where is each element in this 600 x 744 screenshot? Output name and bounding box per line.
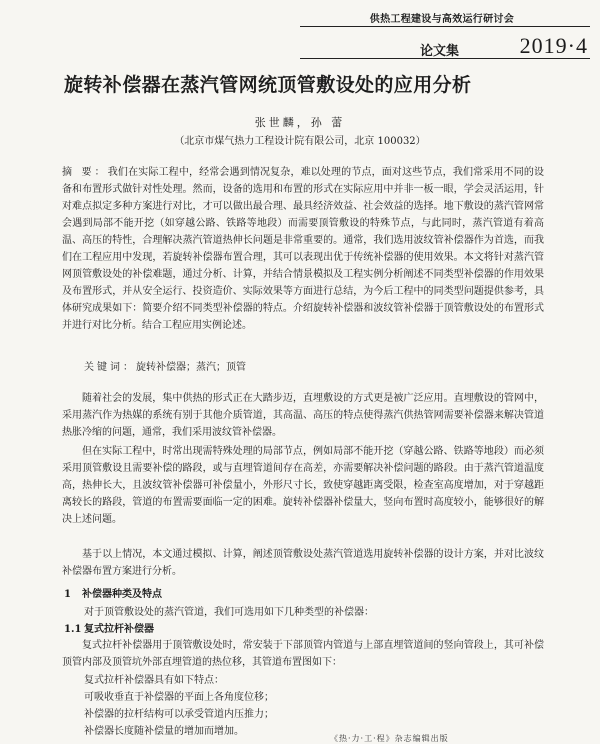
issue-year: 2019·4 [519, 33, 588, 58]
authors: 张世麟，孙 蕾 [254, 116, 346, 129]
feature-item: 补偿器长度随补偿量的增加而增加。 [84, 726, 244, 737]
body-paragraph: 但在实际工程中，时常出现需特殊处理的局部节点，例如局部不能开挖（穿越公路、铁路等地段）而必须采用顶管敷设且需要补偿的路段，或与直埋管道间存在高差，亦需要解决补偿问题的路段。由于蒸汽管道温度高，热伸长大，且波纹管补偿器可补偿量小，外形尺寸长，致使穿越距离受限，检查室高度增加，对于穿越距离较长的路段，管道的布置需要面临一定的困难。旋转补偿器补偿量大，竖向布置时高度较小，能够很好的解决上述问题。 [62, 446, 544, 525]
section-heading [64, 585, 162, 600]
feature-item: 可吸收垂直于补偿器的平面上各角度位移； [84, 692, 274, 703]
header-rule-top [300, 26, 590, 27]
journal-label: 论文集 [420, 44, 460, 59]
keywords [84, 358, 246, 373]
feature-intro: 复式拉杆补偿器具有如下特点： [84, 675, 224, 686]
section-title: 补偿器种类及特点 [82, 589, 162, 600]
paper-title: 旋转补偿器在蒸汽管网统顶管敷设处的应用分析 [64, 74, 472, 96]
subsection-title: 复式拉杆补偿器 [84, 624, 154, 635]
subsection-heading [64, 620, 154, 635]
feature-item: 补偿器的拉杆结构可以承受管道内压推力； [84, 709, 274, 720]
body-paragraph: 基于以上情况，本文通过模拟、计算，阐述顶管敷设处蒸汽管道选用旋转补偿器的设计方案，并对比波纹补偿器布置方案进行分析。 [62, 549, 544, 577]
body-line: 对于顶管敷设处的蒸汽管道，我们可选用如下几种类型的补偿器： [84, 607, 374, 618]
abstract [62, 164, 544, 334]
keywords-text: 旋转补偿器；蒸汽；顶管 [136, 362, 246, 373]
page-footer: 《热·力·工·程》杂志编辑出版 [330, 734, 449, 743]
section-number: 1 [64, 589, 71, 600]
header-rule-bottom [300, 58, 590, 59]
keywords-label: 关键词： [84, 362, 136, 373]
subsection-number: 1.1 [64, 624, 82, 635]
abstract-text: 我们在实际工程中，经常会遇到情况复杂，难以处理的节点，面对这些节点，我们常采用不同的设备和布置形式做针对性处理。然而，设备的选用和布置的形式在实际应用中并非一板一眼，学会灵活运用，针对难点拟定多种方案进行对比，才可以做出最合理、最具经济效益、社会效益的选择。地下敷设的蒸汽管网常会遇到局部不能开挖（如穿越公路、铁路等地段）而需要顶管敷设的特殊节点，与此同时，蒸汽管道有着高温、高压的特性，合理解决蒸汽管道热伸长问题是非常重要的。通常，我们选用波纹管补偿器作为首选，而我们在工程应用中发现，若旋转补偿器布置合理，其可以表现出优于传统补偿器的使用效果。本文将针对蒸汽管网顶管敷设处的补偿难题，通过分析、计算，并结合情景模拟及工程实例分析阐述不同类型补偿器的作用效果及布置形式，并从安全运行、投资造价、实际效果等方面进行总结，为今后工程中的同类型问题提供参考，具体研究成果如下：简要介绍不同类型补偿器的特点。介绍旋转补偿器和波纹管补偿器于顶管敷设处的布置形式并进行对比分析。结合工程应用实例论述。 [62, 167, 545, 331]
body-paragraph: 复式拉杆补偿器用于顶管敷设处时，常安装于下部顶管内管道与上部直埋管道间的竖向管段上，其可补偿顶管内部及顶管坑外部直埋管道的热位移，其管道布置图如下： [62, 640, 544, 668]
abstract-label: 摘 要： [62, 167, 108, 178]
conference-header: 供热工程建设与高效运行研讨会 [369, 14, 514, 25]
affiliation: （北京市煤气热力工程设计院有限公司，北京 100032） [174, 136, 426, 147]
body-paragraph: 随着社会的发展，集中供热的形式正在大踏步迈，直埋敷设的方式更是被广泛应用。直埋敷设的管网中，采用蒸汽作为热媒的系统有别于其他介质管道，其高温、高压的特点使得蒸汽供热管网需要补偿器来解决管道热胀冷缩的问题，通常，我们采用波纹管补偿器。 [62, 393, 544, 438]
